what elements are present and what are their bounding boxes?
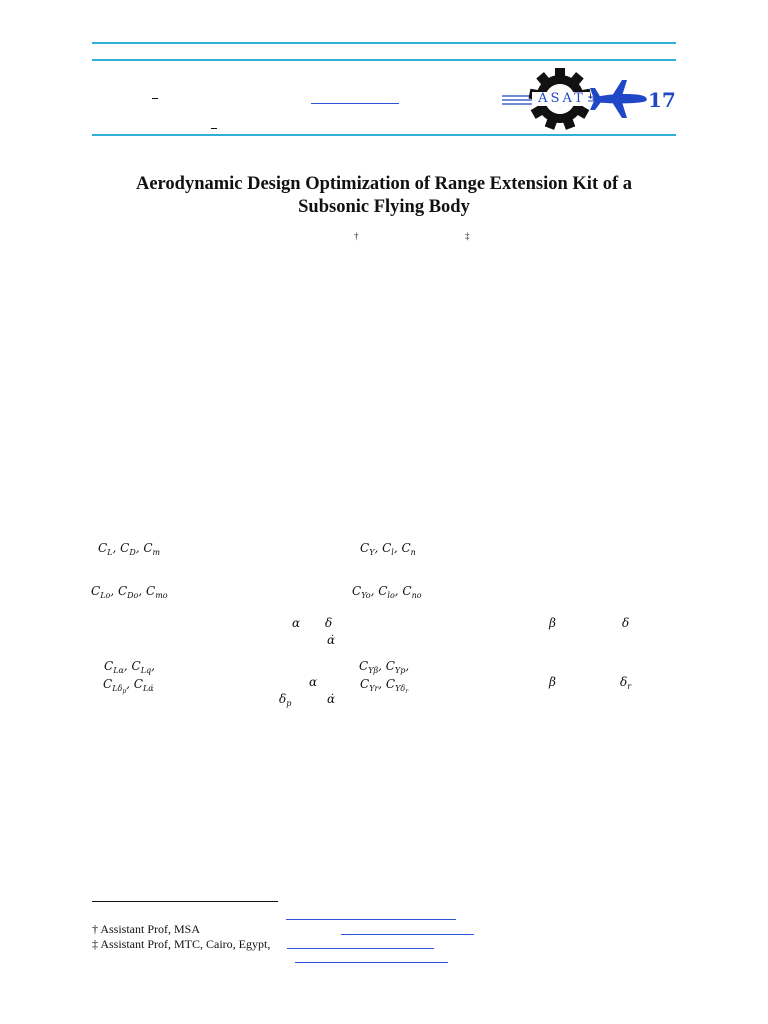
symbol-delta-lateral: δ: [622, 616, 630, 630]
author-mark-double-dagger: ‡: [465, 231, 470, 241]
header-link-underline[interactable]: [311, 103, 399, 104]
footnote-dagger: † Assistant Prof, MSA: [92, 922, 201, 936]
header-dash-2: [211, 128, 217, 129]
symbol-delta-r: [620, 675, 631, 694]
symbol-delta-p-base: δ: [279, 692, 287, 706]
symbol-delta-p: [279, 692, 291, 711]
footnote-link-underline-4[interactable]: [295, 962, 448, 963]
symbol-beta: β: [549, 616, 556, 630]
footnote-double-dagger: ‡ Assistant Prof, MTC, Cairo, Egypt,: [92, 937, 271, 951]
footnote-link-underline-2[interactable]: [341, 934, 474, 935]
nomenclature-coeffs-lateral: $C_Y$, $C_l$, $C_n$: [360, 541, 416, 557]
header-dash-1: [152, 98, 158, 99]
nomenclature-zero-coeffs-lateral: $C_{Yo}$, $C_{lo}$, $C_{no}$: [352, 584, 422, 600]
symbol-delta-p-sub: p: [286, 699, 292, 708]
nomenclature-coeffs-longitudinal: $C_L$, $C_D$, $C_m$: [98, 541, 161, 557]
paper-title-line-2: Subsonic Flying Body: [298, 197, 470, 217]
symbol-delta-r-sub: r: [627, 682, 632, 691]
symbol-beta-2: β: [549, 675, 556, 689]
header-mid-rule: [92, 59, 676, 61]
header-top-rule: [92, 42, 676, 44]
footnote-link-underline-1[interactable]: [286, 919, 456, 920]
paper-title: [92, 173, 676, 219]
nomenclature-zero-coeffs-longitudinal: $C_{Lo}$, $C_{Do}$, $C_{mo}$: [91, 584, 168, 600]
symbol-alpha-dot-2: α̇: [327, 692, 336, 706]
conference-number: 17: [648, 88, 676, 112]
nomenclature-derivatives-longitudinal-2: $C_{L\delta_p}$, $C_{L\alphȧ}$: [103, 677, 154, 695]
paper-title-line-1: Aerodynamic Design Optimization of Range Extension Kit of a: [135, 174, 633, 194]
symbol-delta-r-base: δ: [620, 675, 628, 689]
nomenclature-derivatives-lateral-1: $C_{Y\beta}$, $C_{Yp}$,: [359, 659, 410, 675]
symbol-alpha: α: [292, 616, 301, 630]
symbol-alpha-dot: α̇: [327, 633, 336, 647]
author-mark-dagger: †: [354, 231, 359, 241]
header-bottom-rule: [92, 134, 676, 136]
symbol-delta: δ: [325, 616, 333, 630]
footnote-link-underline-3[interactable]: [287, 948, 434, 949]
nomenclature-derivatives-longitudinal-1: $C_{L\alpha}$, $C_{Lq}$,: [104, 659, 155, 675]
conference-logo: [500, 66, 676, 132]
footnote-rule: [92, 901, 278, 902]
symbol-alpha-2: α: [309, 675, 318, 689]
nomenclature-derivatives-lateral-2: $C_{Yr}$, $C_{Y\delta_r}$: [360, 677, 409, 695]
logo-text: ASAT: [538, 91, 586, 106]
